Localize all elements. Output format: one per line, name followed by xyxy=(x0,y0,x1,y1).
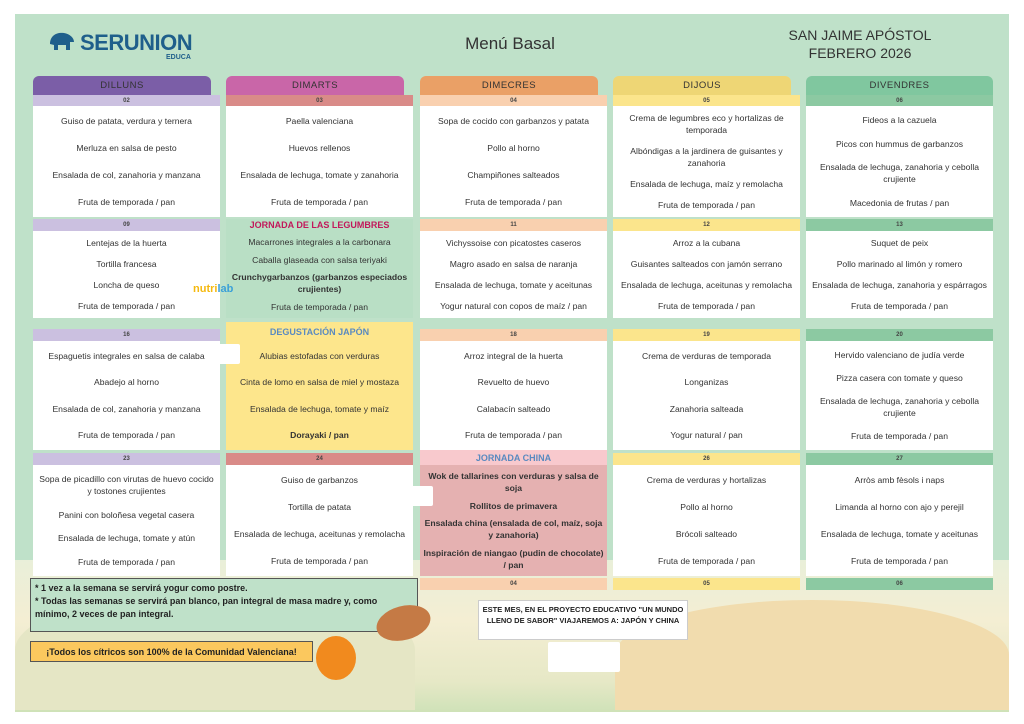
dish: Crunchygarbanzos (garbanzos especiados crujientes) xyxy=(231,272,408,295)
menu-cell xyxy=(33,465,220,576)
school-heading xyxy=(770,26,950,62)
dish: Pizza casera con tomate y queso xyxy=(836,372,963,383)
dish: Calabacín salteado xyxy=(476,403,551,414)
menu-cell xyxy=(226,231,413,318)
nutrilab-b: lab xyxy=(217,283,234,295)
dish: Ensalada de lechuga, aceitunas y remolacha xyxy=(233,528,406,539)
dish: Pollo al horno xyxy=(680,502,733,513)
dish: Fruta de temporada / pan xyxy=(465,196,562,207)
dish: Fruta de temporada / pan xyxy=(78,300,175,311)
dish: Yogur natural con copos de maíz / pan xyxy=(440,300,587,311)
dish: Longanizas xyxy=(684,377,729,388)
brand-sub: EDUCA xyxy=(166,54,191,61)
nutrilab-a: nutri xyxy=(193,283,218,295)
dish: Yogur natural / pan xyxy=(670,429,743,440)
menu-cell xyxy=(420,341,607,450)
date-label: 06 xyxy=(806,578,993,590)
menu-cell xyxy=(33,341,220,450)
airplane-sticker xyxy=(403,486,433,506)
dish: Picos con hummus de garbanzos xyxy=(835,138,964,149)
dish: Albóndigas a la jardinera de guisantes y zanahoria xyxy=(630,146,783,169)
airplane-sticker xyxy=(210,344,240,364)
dish: Ensalada de lechuga, zanahoria y cebolla crujiente xyxy=(819,162,980,185)
dish: Hervido valenciano de judía verde xyxy=(834,349,965,360)
dish: Macarrones integrales a la carbonara xyxy=(248,236,391,247)
dish: Guisantes salteados con jamón serrano xyxy=(630,259,783,270)
project-box: ESTE MES, EN EL PROYECTO EDUCATIVO "UN MUNDO LLENO DE SABOR" VIAJAREMOS A: JAPÓN Y CHINA xyxy=(478,600,688,640)
month-label: FEBRERO 2026 xyxy=(808,45,912,61)
menu-cell xyxy=(613,465,800,576)
menu-cell xyxy=(226,465,413,576)
dish: Panini con boloñesa vegetal casera xyxy=(58,509,195,520)
note-line: * Todas las semanas se servirá pan blanco, pan integral de masa madre y, como mínimo, 2 veces de pan integral. xyxy=(35,596,378,619)
day-header-dimarts: DIMARTS xyxy=(226,76,404,95)
menu-cell xyxy=(806,465,993,576)
dish: Dorayaki / pan xyxy=(290,429,349,440)
menu-cell xyxy=(806,341,993,450)
date-label: 04 xyxy=(420,95,607,106)
dish: Arroz integral de la huerta xyxy=(464,351,563,362)
dish: Huevos rellenos xyxy=(288,143,351,154)
day-header-dijous: DIJOUS xyxy=(613,76,791,95)
menu-cell xyxy=(226,341,413,450)
date-label: 03 xyxy=(226,95,413,106)
airplane-illustration xyxy=(548,642,620,672)
dish: Ensalada de col, zanahoria y manzana xyxy=(52,169,201,180)
dish: Fruta de temporada / pan xyxy=(465,429,562,440)
dish: Fruta de temporada / pan xyxy=(851,555,948,566)
date-label: 09 xyxy=(33,219,220,231)
date-label: 11 xyxy=(420,219,607,231)
day-header-dilluns: DILLUNS xyxy=(33,76,211,95)
brand-name: SERUNION xyxy=(80,30,193,55)
menu-cell xyxy=(33,106,220,217)
special-day-header: JORNADA CHINA xyxy=(420,450,607,465)
dish: Inspiración de niangao (pudin de chocolate) / pan xyxy=(423,548,604,571)
dish: Limanda al horno con ajo y perejil xyxy=(835,502,964,513)
dish: Champiñones salteados xyxy=(467,169,560,180)
dish: Ensalada de lechuga, tomate y zanahoria xyxy=(240,169,399,180)
date-label: 19 xyxy=(613,329,800,341)
date-label: 16 xyxy=(33,329,220,341)
note-line: * 1 vez a la semana se servirá yogur como postre. xyxy=(35,583,248,593)
dish: Ensalada de lechuga, tomate y maíz xyxy=(249,403,389,414)
date-label: 18 xyxy=(420,329,607,341)
dish: Crema de verduras de temporada xyxy=(642,351,771,362)
dish: Crema de verduras y hortalizas xyxy=(646,475,767,486)
date-label: 13 xyxy=(806,219,993,231)
date-label: 02 xyxy=(33,95,220,106)
day-header-dimecres: DIMECRES xyxy=(420,76,598,95)
menu-cell xyxy=(613,231,800,318)
date-label: 05 xyxy=(613,95,800,106)
dish: Guiso de patata, verdura y ternera xyxy=(61,116,192,127)
menu-cell xyxy=(806,231,993,318)
dish: Pollo al horno xyxy=(487,143,540,154)
dish: Fruta de temporada / pan xyxy=(271,555,368,566)
menu-cell xyxy=(806,106,993,217)
date-label: 26 xyxy=(613,453,800,465)
dish: Fruta de temporada / pan xyxy=(658,555,755,566)
dish: Crema de legumbres eco y hortalizas de temporada xyxy=(629,113,784,136)
bison-icon xyxy=(48,30,76,52)
menu-cell xyxy=(420,231,607,318)
menu-cell xyxy=(226,106,413,217)
dish: Macedonia de frutas / pan xyxy=(849,198,950,209)
dish: Vichyssoise con picatostes caseros xyxy=(445,238,582,249)
dish: Ensalada de lechuga, zanahoria y cebolla crujiente xyxy=(819,396,980,419)
date-label: 20 xyxy=(806,329,993,341)
date-label: 05 xyxy=(613,578,800,590)
dish: Ensalada de col, zanahoria y manzana xyxy=(52,403,201,414)
dish: Ensalada de lechuga, aceitunas y remolacha xyxy=(620,279,793,290)
date-label: 23 xyxy=(33,453,220,465)
citrus-banner: ¡Todos los cítricos son 100% de la Comunidad Valenciana! xyxy=(30,641,313,662)
special-day-header: DEGUSTACIÓN JAPÓN xyxy=(226,322,413,341)
nutrilab-logo xyxy=(193,283,233,295)
menu-cell xyxy=(613,106,800,217)
date-label: 27 xyxy=(806,453,993,465)
dish: Ensalada china (ensalada de col, maíz, soja y zanahoria) xyxy=(424,518,603,541)
dish: Fruta de temporada / pan xyxy=(658,300,755,311)
dish: Arroz a la cubana xyxy=(672,238,741,249)
dish: Fruta de temporada / pan xyxy=(851,431,948,442)
dish: Guiso de garbanzos xyxy=(281,475,358,486)
dish: Fruta de temporada / pan xyxy=(271,302,368,313)
dish: Fruta de temporada / pan xyxy=(851,300,948,311)
dish: Revuelto de huevo xyxy=(477,377,550,388)
day-header-divendres: DIVENDRES xyxy=(806,76,993,95)
date-label: 06 xyxy=(806,95,993,106)
dish: Merluza en salsa de pesto xyxy=(76,143,177,154)
dish: Caballa glaseada con salsa teriyaki xyxy=(252,254,387,265)
dish: Brócoli salteado xyxy=(675,528,738,539)
date-label: 12 xyxy=(613,219,800,231)
dish: Ensalada de lechuga, tomate y aceitunas xyxy=(820,528,979,539)
dish: Suquet de peix xyxy=(870,238,929,249)
dish: Zanahoria salteada xyxy=(669,403,744,414)
date-label: 04 xyxy=(420,578,607,590)
dish: Sopa de picadillo con virutas de huevo cocido y tostones crujientes xyxy=(39,473,214,496)
special-day-header: JORNADA DE LAS LEGUMBRES xyxy=(226,219,413,231)
dish: Fruta de temporada / pan xyxy=(78,429,175,440)
serunion-logo xyxy=(48,30,193,61)
menu-cell xyxy=(420,106,607,217)
menu-cell xyxy=(420,465,607,576)
dish: Fruta de temporada / pan xyxy=(78,196,175,207)
dish: Lentejas de la huerta xyxy=(86,238,167,249)
school-name: SAN JAIME APÓSTOL xyxy=(788,27,932,43)
orange-illustration xyxy=(316,636,356,680)
dish: Ensalada de lechuga, tomate y aceitunas xyxy=(434,279,593,290)
dish: Tortilla de patata xyxy=(287,502,352,513)
dish: Loncha de queso xyxy=(93,279,160,290)
menu-cell xyxy=(33,231,220,318)
dish: Pollo marinado al limón y romero xyxy=(836,259,963,270)
dish: Alubias estofadas con verduras xyxy=(259,351,380,362)
dish: Arròs amb fèsols i naps xyxy=(854,475,945,486)
dish: Sopa de cocido con garbanzos y patata xyxy=(438,116,589,127)
notes-box xyxy=(30,578,418,632)
dish: Abadejo al horno xyxy=(94,377,159,388)
dish: Rollitos de primavera xyxy=(469,500,558,511)
dish: Ensalada de lechuga, tomate y atún xyxy=(57,533,196,544)
dish: Fideos a la cazuela xyxy=(862,114,937,125)
page-title: Menú Basal xyxy=(465,34,555,53)
dish: Ensalada de lechuga, maíz y remolacha xyxy=(630,178,783,189)
dish: Ensalada de lechuga, zanahoria y espárragos xyxy=(812,279,987,290)
menu-cell xyxy=(613,341,800,450)
dish: Cinta de lomo en salsa de miel y mostaza xyxy=(239,377,400,388)
dish: Espaguetis integrales en salsa de calaba xyxy=(48,351,205,362)
dish: Tortilla francesa xyxy=(96,259,157,270)
date-label: 24 xyxy=(226,453,413,465)
dish: Fruta de temporada / pan xyxy=(78,557,175,568)
dish: Fruta de temporada / pan xyxy=(271,196,368,207)
dish: Wok de tallarines con verduras y salsa de soja xyxy=(428,470,599,493)
dish: Magro asado en salsa de naranja xyxy=(449,259,578,270)
dish: Fruta de temporada / pan xyxy=(658,199,755,210)
dish: Paella valenciana xyxy=(285,116,354,127)
